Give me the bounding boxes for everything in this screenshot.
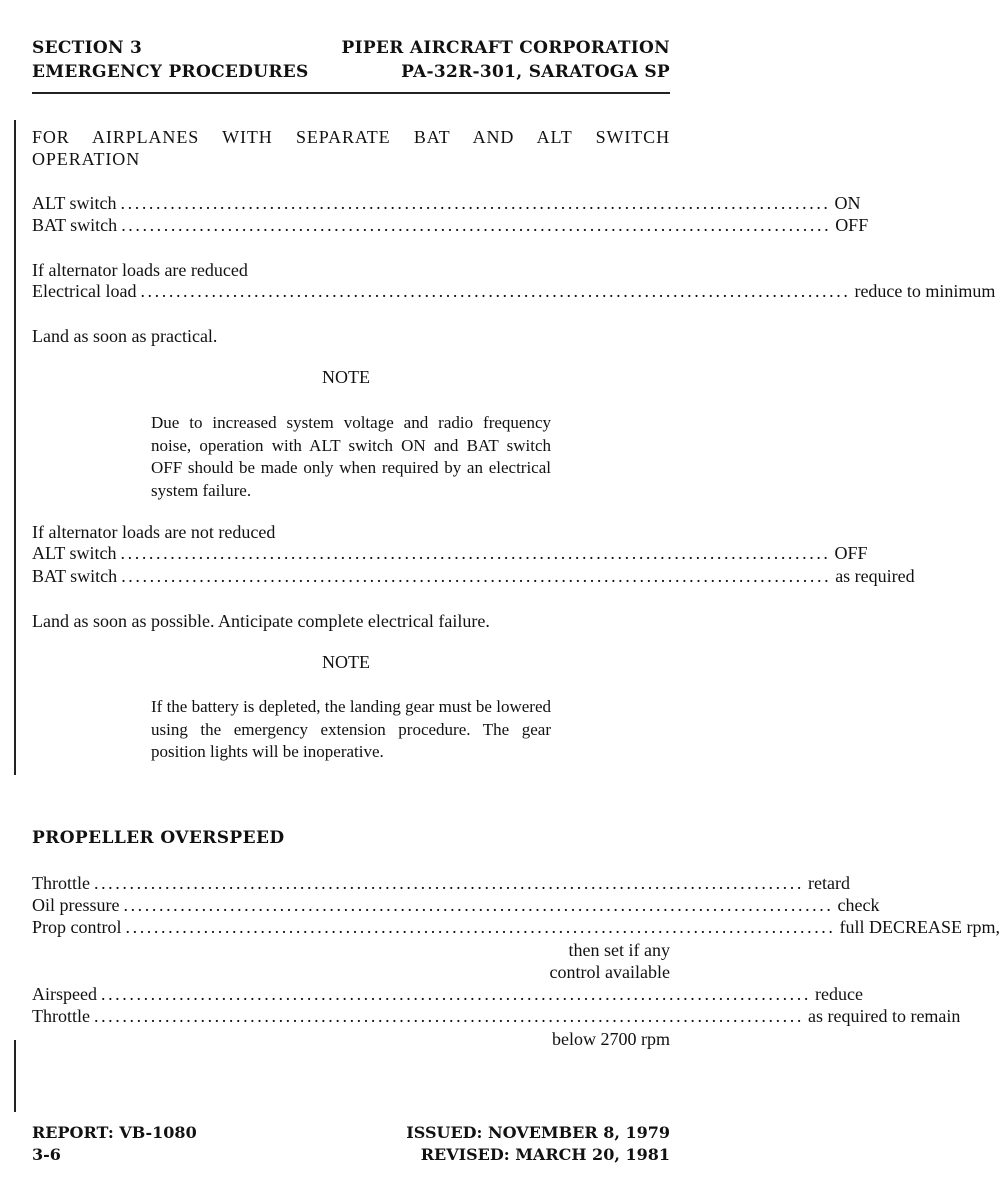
land-practical: Land as soon as practical. <box>32 326 218 346</box>
checklist-row-oil-pressure <box>32 895 880 917</box>
row-value: OFF <box>834 543 868 563</box>
leader-dots: .................................................................................................... <box>125 917 836 937</box>
row-value: check <box>837 895 880 915</box>
note-text-2: If the battery is depleted, the landing gear must be lowered using the emergency extension procedure. The gear position lights will be inoperative. <box>151 697 551 761</box>
row-label: Electrical load <box>32 281 137 301</box>
prop-continuation-1: then set if any <box>568 940 670 960</box>
land-possible: Land as soon as possible. Anticipate complete electrical failure. <box>32 611 490 631</box>
row-value: ON <box>834 193 861 213</box>
footer-report: REPORT: VB-1080 <box>32 1123 197 1142</box>
footer-revised: REVISED: MARCH 20, 1981 <box>420 1145 670 1164</box>
row-label: Prop control <box>32 917 122 937</box>
row-label: Airspeed <box>32 984 97 1004</box>
section-heading-line2: OPERATION <box>32 149 141 169</box>
leader-dots: .................................................................................................... <box>123 895 834 915</box>
row-label: BAT switch <box>32 566 118 586</box>
leader-dots: .................................................................................................... <box>120 193 831 213</box>
row-label: Oil pressure <box>32 895 120 915</box>
row-value: full DECREASE rpm, <box>839 917 1000 937</box>
leader-dots: .................................................................................................... <box>93 1006 804 1026</box>
checklist-row-prop-control <box>32 917 1000 939</box>
header-company: PIPER AIRCRAFT CORPORATION <box>341 38 670 58</box>
section-heading-line1: FOR AIRPLANES WITH SEPARATE BAT AND ALT SWITCH <box>32 127 670 147</box>
footer-page-number: 3-6 <box>32 1145 61 1164</box>
row-label: ALT switch <box>32 543 117 563</box>
row-label: ALT switch <box>32 193 117 213</box>
checklist-row-alt-switch <box>32 193 861 215</box>
note-title: NOTE <box>322 367 370 387</box>
checklist-row-alt-switch-2 <box>32 543 868 565</box>
row-value: retard <box>807 873 850 893</box>
header-chapter: EMERGENCY PROCEDURES <box>32 62 309 82</box>
row-value: reduce <box>814 984 863 1004</box>
checklist-row-bat-switch <box>32 215 869 237</box>
header-section: SECTION 3 <box>32 38 143 58</box>
overspeed-title: PROPELLER OVERSPEED <box>32 828 285 848</box>
checklist-row-airspeed <box>32 984 863 1006</box>
header-rule <box>32 92 670 94</box>
footer-issued: ISSUED: NOVEMBER 8, 1979 <box>406 1123 670 1142</box>
throttle-continuation: below 2700 rpm <box>552 1029 670 1049</box>
row-value: reduce to minimum <box>854 281 996 301</box>
row-value: as required <box>835 566 915 586</box>
row-value: OFF <box>835 215 869 235</box>
revision-bar-lower <box>14 1040 16 1112</box>
row-label: Throttle <box>32 1006 90 1026</box>
row-label: BAT switch <box>32 215 118 235</box>
revision-bar <box>14 120 16 775</box>
checklist-row-throttle <box>32 873 850 895</box>
checklist-row-throttle-2 <box>32 1006 961 1028</box>
reduced-intro: If alternator loads are reduced <box>32 260 248 280</box>
leader-dots: .................................................................................................... <box>93 873 804 893</box>
prop-continuation-2: control available <box>549 962 670 982</box>
leader-dots: .................................................................................................... <box>121 566 832 586</box>
row-value: as required to remain <box>807 1006 961 1026</box>
leader-dots: .................................................................................................... <box>140 281 851 301</box>
checklist-row-electrical-load <box>32 281 996 303</box>
leader-dots: .................................................................................................... <box>120 543 831 563</box>
note-text: Due to increased system voltage and radio frequency noise, operation with ALT switch ON and BAT switch OFF should be made only when required by an electrical system failure. <box>151 413 551 500</box>
not-reduced-intro: If alternator loads are not reduced <box>32 522 276 542</box>
note-title-2: NOTE <box>322 652 370 672</box>
row-label: Throttle <box>32 873 90 893</box>
header-model: PA-32R-301, SARATOGA SP <box>401 62 670 82</box>
leader-dots: .................................................................................................... <box>121 215 832 235</box>
leader-dots: .................................................................................................... <box>100 984 811 1004</box>
checklist-row-bat-switch-2 <box>32 566 915 588</box>
